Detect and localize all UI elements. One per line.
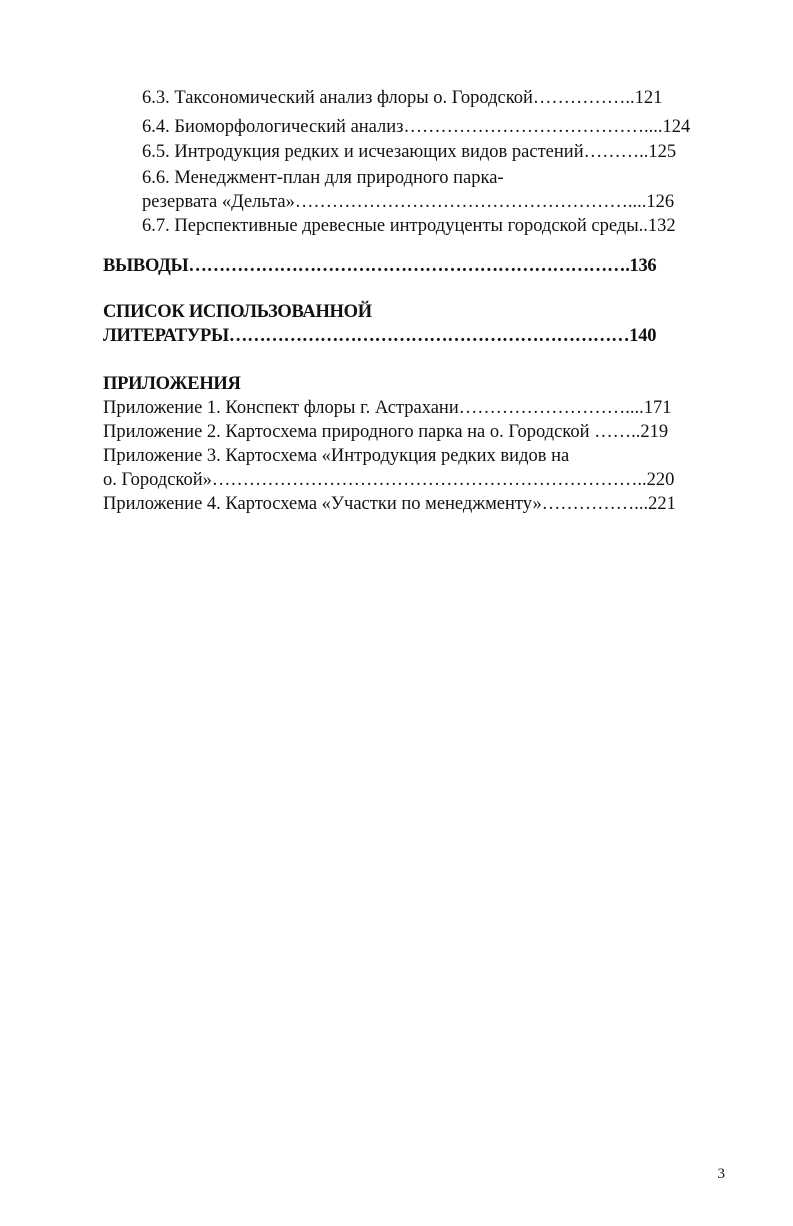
toc-entry-appendix-3-line1: Приложение 3. Картосхема «Интродукция редких видов на xyxy=(103,446,570,466)
toc-entry-6-6-line2: резервата «Дельта»………………………………………………....126 xyxy=(142,192,675,212)
toc-entry-appendix-3-line2: о. Городской»……………………………………………………………..220 xyxy=(103,470,675,490)
toc-entry-appendix-4: Приложение 4. Картосхема «Участки по менеджменту»……………...221 xyxy=(103,494,676,514)
toc-entry-6-6-line1: 6.6. Менеджмент-план для природного парка- xyxy=(142,168,504,188)
toc-entry-appendix-2: Приложение 2. Картосхема природного парка на о. Городской ……..219 xyxy=(103,422,669,442)
toc-entry-6-5: 6.5. Интродукция редких и исчезающих видов растений………..125 xyxy=(142,142,677,162)
toc-entry-6-4: 6.4. Биоморфологический анализ…………………………………....124 xyxy=(142,117,691,137)
toc-entry-references-line2: ЛИТЕРАТУРЫ…………………………………………………………140 xyxy=(103,326,657,346)
toc-entry-6-7: 6.7. Перспективные древесные интродуценты городской среды..132 xyxy=(142,216,676,236)
toc-entry-appendix-1: Приложение 1. Конспект флоры г. Астрахани………………………....171 xyxy=(103,398,672,418)
toc-entry-6-3: 6.3. Таксономический анализ флоры о. Городской……………..121 xyxy=(142,88,663,108)
toc-entry-conclusions: ВЫВОДЫ……………………………………………………………….136 xyxy=(103,256,657,276)
toc-entry-references-line1: СПИСОК ИСПОЛЬЗОВАННОЙ xyxy=(103,302,372,322)
page-number: 3 xyxy=(717,1166,725,1182)
appendices-heading: ПРИЛОЖЕНИЯ xyxy=(103,374,241,394)
